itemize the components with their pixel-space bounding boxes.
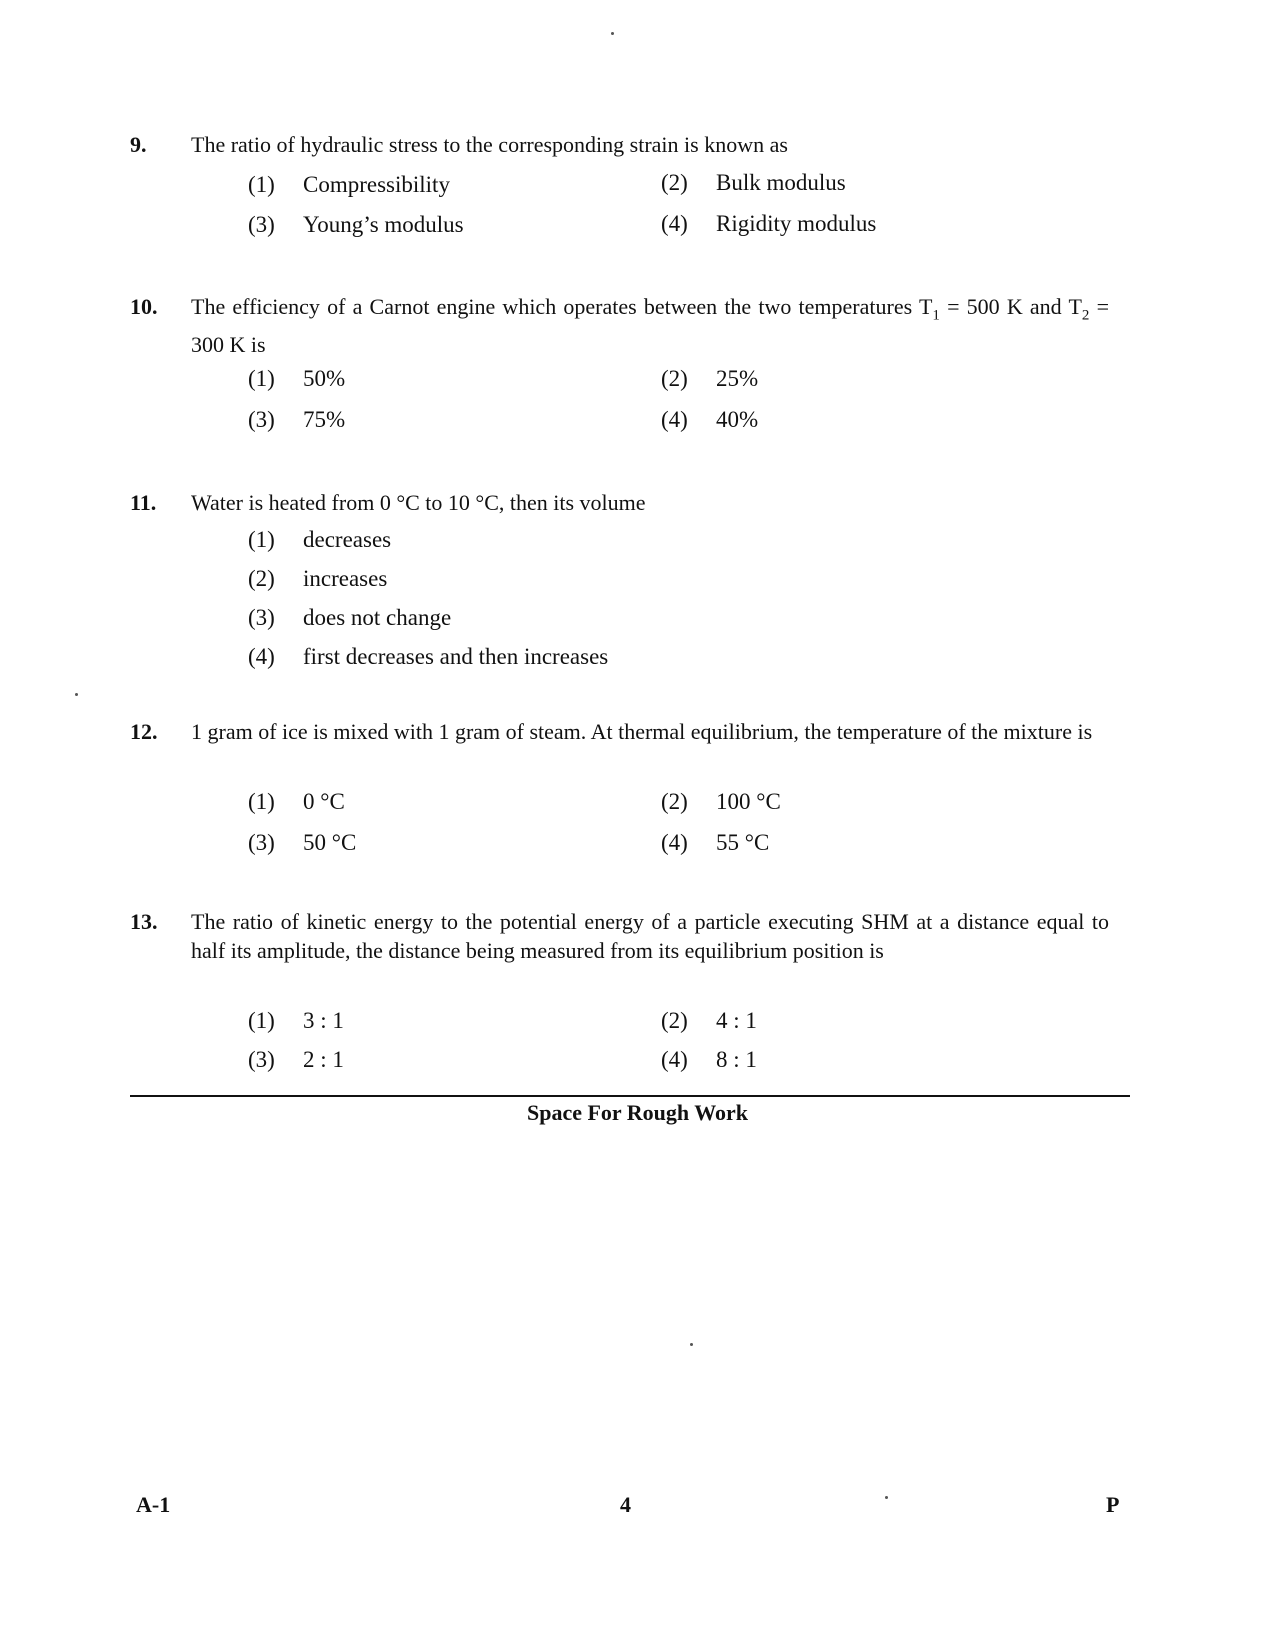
page-number: 4 [620, 1492, 631, 1517]
option-number: (3) [248, 212, 275, 237]
option-text: 50 °C [303, 830, 357, 855]
scan-speck [611, 32, 614, 35]
option-number: (4) [661, 211, 688, 236]
footer-letter: P [1106, 1492, 1120, 1517]
option-text: Compressibility [303, 172, 450, 197]
option-number: (3) [248, 1047, 275, 1072]
option-text: 25% [716, 366, 759, 391]
option-number: (1) [248, 172, 275, 197]
option-text: 3 : 1 [303, 1008, 344, 1033]
option-text: does not change [303, 605, 452, 630]
option-text: Bulk modulus [716, 170, 846, 195]
option-number: (3) [248, 830, 275, 855]
option-number: (4) [661, 830, 688, 855]
option-text: 40% [716, 407, 759, 432]
question-text: The efficiency of a Carnot engine which operates between the two temperatures $T_1 = 500$ K and $T_2 = 300$ K is [191, 294, 1109, 358]
question-number: 12. [130, 719, 158, 744]
option-text: Rigidity modulus [716, 211, 877, 236]
option-text: 4 : 1 [716, 1008, 757, 1033]
question-number: 13. [130, 909, 158, 934]
option-text: 55 °C [716, 830, 770, 855]
scan-speck [885, 1496, 888, 1499]
option-number: (2) [661, 366, 688, 391]
option-text: Young’s modulus [303, 212, 464, 237]
option-number: (2) [661, 170, 688, 195]
option-number: (2) [661, 789, 688, 814]
option-number: (2) [661, 1008, 688, 1033]
rough-work-heading: Space For Rough Work [526, 1100, 749, 1125]
question-text: Water is heated from 0 °C to 10 °C, then its volume [191, 490, 646, 515]
subscript: 1 [932, 307, 940, 324]
option-number: (3) [248, 605, 275, 630]
option-number: (4) [248, 644, 275, 669]
option-text: decreases [303, 527, 392, 552]
option-text: 75% [303, 407, 346, 432]
option-number: (1) [248, 527, 275, 552]
option-text: 0 °C [303, 789, 345, 814]
question-text: The ratio of hydraulic stress to the corresponding strain is known as [191, 132, 788, 157]
footer-code: A-1 [136, 1492, 171, 1517]
subscript: 2 [1081, 307, 1090, 324]
option-text: 50% [303, 366, 346, 391]
option-number: (2) [248, 566, 275, 591]
option-number: (4) [661, 407, 688, 432]
option-text: increases [303, 566, 388, 591]
option-number: (1) [248, 366, 275, 391]
option-number: (4) [661, 1047, 688, 1072]
question-text: The ratio of kinetic energy to the potential energy of a particle executing SHM at a distance equal to half its amplitude, the distance being measured from its equilibrium position is [191, 909, 1109, 963]
question-text: 1 gram of ice is mixed with 1 gram of steam. At thermal equilibrium, the temperature of the mixture is [191, 719, 1093, 744]
divider-line [130, 1095, 1130, 1097]
option-text: 2 : 1 [303, 1047, 344, 1072]
option-number: (3) [248, 407, 275, 432]
option-number: (1) [248, 789, 275, 814]
question-number: 9. [130, 132, 147, 157]
option-text: 8 : 1 [716, 1047, 757, 1072]
option-text: first decreases and then increases [303, 644, 609, 669]
scan-speck [690, 1343, 693, 1346]
scan-speck [75, 693, 78, 696]
option-number: (1) [248, 1008, 275, 1033]
question-number: 11. [130, 490, 157, 515]
option-text: 100 °C [716, 789, 781, 814]
question-number: 10. [130, 294, 158, 319]
